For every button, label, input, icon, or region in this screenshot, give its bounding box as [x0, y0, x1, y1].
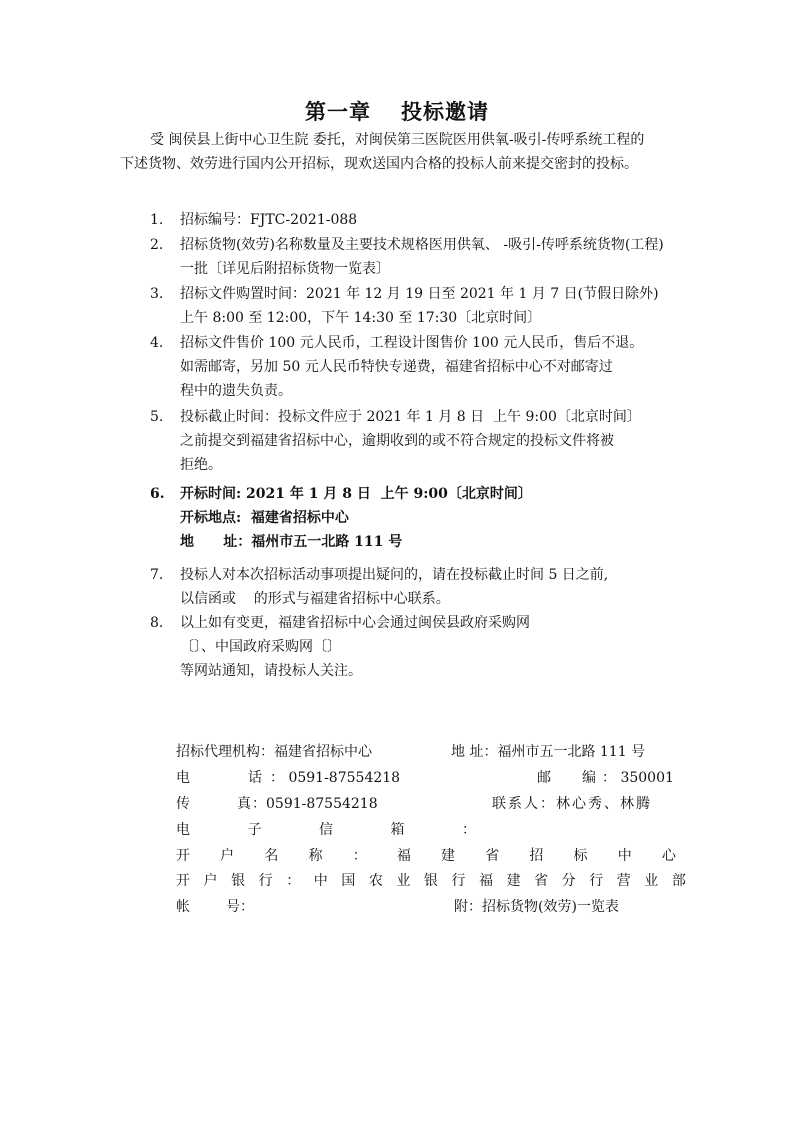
spaced-char: ： — [286, 873, 301, 889]
spaced-char: 行 — [451, 873, 466, 889]
spaced-char: 开 — [176, 873, 190, 889]
item-line: 程中的遗失负责。 — [180, 383, 292, 399]
spaced-char: 行 — [258, 873, 273, 889]
item-number: 8. — [150, 615, 164, 631]
spaced-char: 农 — [368, 873, 383, 889]
spaced-char: 银 — [423, 873, 438, 889]
chapter-name: 投标邀请 — [401, 99, 489, 124]
contact-person: 联系人：林心秀、林腾 — [492, 796, 652, 812]
spaced-char: 建 — [506, 873, 521, 889]
spaced-char: 行 — [589, 873, 604, 889]
spaced-char: 省 — [534, 873, 549, 889]
item-line: 开标时间: 2021 年 1 月 8 日 上午 9:00〔北京时间〕 — [180, 486, 532, 502]
item-line: 招标文件售价 100 元人民币，工程设计图售价 100 元人民币，售后不退。 — [180, 335, 644, 351]
email-row — [176, 819, 476, 839]
spaced-char: 标 — [573, 848, 588, 864]
spaced-char: 户 — [220, 848, 235, 864]
item-number: 5. — [150, 409, 164, 425]
agency-name: 招标代理机构：福建省招标中心 — [176, 744, 372, 760]
spaced-char: 福 — [396, 848, 411, 864]
spaced-char: 中 — [617, 848, 632, 864]
item-number: 3. — [150, 286, 164, 302]
item-line: 一批〔详见后附招标货物一览表〕 — [180, 261, 390, 277]
item-number: 2. — [150, 237, 164, 253]
item-line: 投标人对本次招标活动事项提出疑问的，请在投标截止时间 5 日之前, — [180, 567, 609, 583]
bank-row — [176, 870, 686, 890]
phone-value: ： 0591-87554218 — [270, 770, 401, 786]
intro-paragraph: 受 闽侯县上街中心卫生院 委托，对闽侯第三医院医用供氧-吸引-传呼系统工程的下述货物、效劳进行国内公开招标，现欢送国内合格的投标人前来提交密封的投标。 — [120, 132, 645, 172]
list-item — [150, 331, 660, 403]
spaced-char: 中 — [313, 873, 328, 889]
postcode-label: 邮 — [537, 770, 551, 786]
spaced-char: 省 — [485, 848, 500, 864]
fax-label: 传 — [176, 796, 190, 812]
spaced-char: 电 — [176, 822, 190, 838]
item-line: 以信函或 的形式与福建省招标中心联系。 — [180, 591, 450, 607]
spaced-char: 信 — [319, 822, 333, 838]
item-line: 开标地点: 福建省招标中心 — [180, 510, 349, 526]
item-line: 等网站通知，请投标人关注。 — [180, 663, 362, 679]
item-line: 拒绝。 — [180, 457, 222, 473]
spaced-char: 箱 — [390, 822, 405, 838]
account-label: 帐 — [176, 899, 190, 915]
spaced-char: 分 — [561, 873, 576, 889]
item-line: 招标货物(效劳)名称数量及主要技术规格医用供氧、 -吸引-传呼系统货物(工程) — [180, 237, 664, 253]
list-item — [150, 482, 660, 554]
spaced-char: 心 — [661, 848, 676, 864]
chapter-number: 第一章 — [305, 99, 371, 124]
spaced-char: 业 — [396, 873, 411, 889]
postcode-label-2: 编 — [582, 770, 596, 786]
spaced-char: 国 — [341, 873, 356, 889]
spaced-char: 子 — [247, 822, 262, 838]
item-line: 如需邮寄，另加 50 元人民币特快专递费，福建省招标中心不对邮寄过 — [180, 359, 613, 375]
spaced-char: 福 — [479, 873, 494, 889]
item-line: 上午 8:00 至 12:00，下午 14:30 至 17:30〔北京时间〕 — [180, 310, 542, 326]
item-number: 4. — [150, 335, 164, 351]
spaced-char: 开 — [176, 848, 190, 864]
spaced-char: 称 — [308, 848, 323, 864]
list-item — [150, 611, 660, 683]
item-line: 以上如有变更，福建省招标中心会通过闽侯县政府采购网 — [180, 615, 530, 631]
account-label-2: 号： — [226, 899, 254, 915]
page-title — [0, 96, 794, 126]
item-line: 〔〕、中国政府采购网〔〕 — [180, 639, 341, 655]
spaced-char: 营 — [616, 873, 631, 889]
item-line: 投标截止时间：投标文件应于 2021 年 1 月 8 日 上午 9:00〔北京时间〕 — [180, 409, 641, 425]
item-line: 招标编号：FJTC-2021-088 — [180, 212, 358, 228]
item-number: 6. — [150, 486, 165, 502]
item-line: 地 址：福州市五一北路 111 号 — [180, 534, 403, 550]
list-item — [150, 563, 660, 611]
spaced-char: 银 — [231, 873, 246, 889]
item-number: 7. — [150, 567, 164, 583]
item-line: 招标文件购置时间：2021 年 12 月 19 日至 2021 年 1 月 7 日(节假日除外) — [180, 286, 659, 302]
postcode-value: ： 350001 — [602, 770, 674, 786]
fax-value: ：0591-87554218 — [252, 796, 378, 812]
item-line: 之前提交到福建省招标中心，逾期收到的或不符合规定的投标文件将被 — [180, 433, 614, 449]
list-item — [150, 208, 660, 232]
phone-label: 电 — [176, 770, 190, 786]
spaced-char: 户 — [203, 873, 218, 889]
spaced-char: ： — [352, 848, 367, 864]
phone-label-2: 话 — [248, 770, 262, 786]
spaced-char: 业 — [644, 873, 659, 889]
spaced-char: 名 — [264, 848, 279, 864]
spaced-char: 招 — [529, 848, 544, 864]
list-item — [150, 405, 660, 477]
account-name-row — [176, 845, 676, 865]
fax-label-2: 真 — [237, 796, 251, 812]
list-item — [150, 233, 664, 281]
spaced-char: 建 — [441, 848, 456, 864]
agency-address: 地 址：福州市五一北路 111 号 — [451, 744, 646, 760]
item-number: 1. — [150, 212, 164, 228]
list-item — [150, 282, 660, 330]
spaced-char: ： — [462, 822, 476, 838]
attachment-note: 附：招标货物(效劳)一览表 — [454, 899, 619, 915]
spaced-char: 部 — [671, 873, 686, 889]
